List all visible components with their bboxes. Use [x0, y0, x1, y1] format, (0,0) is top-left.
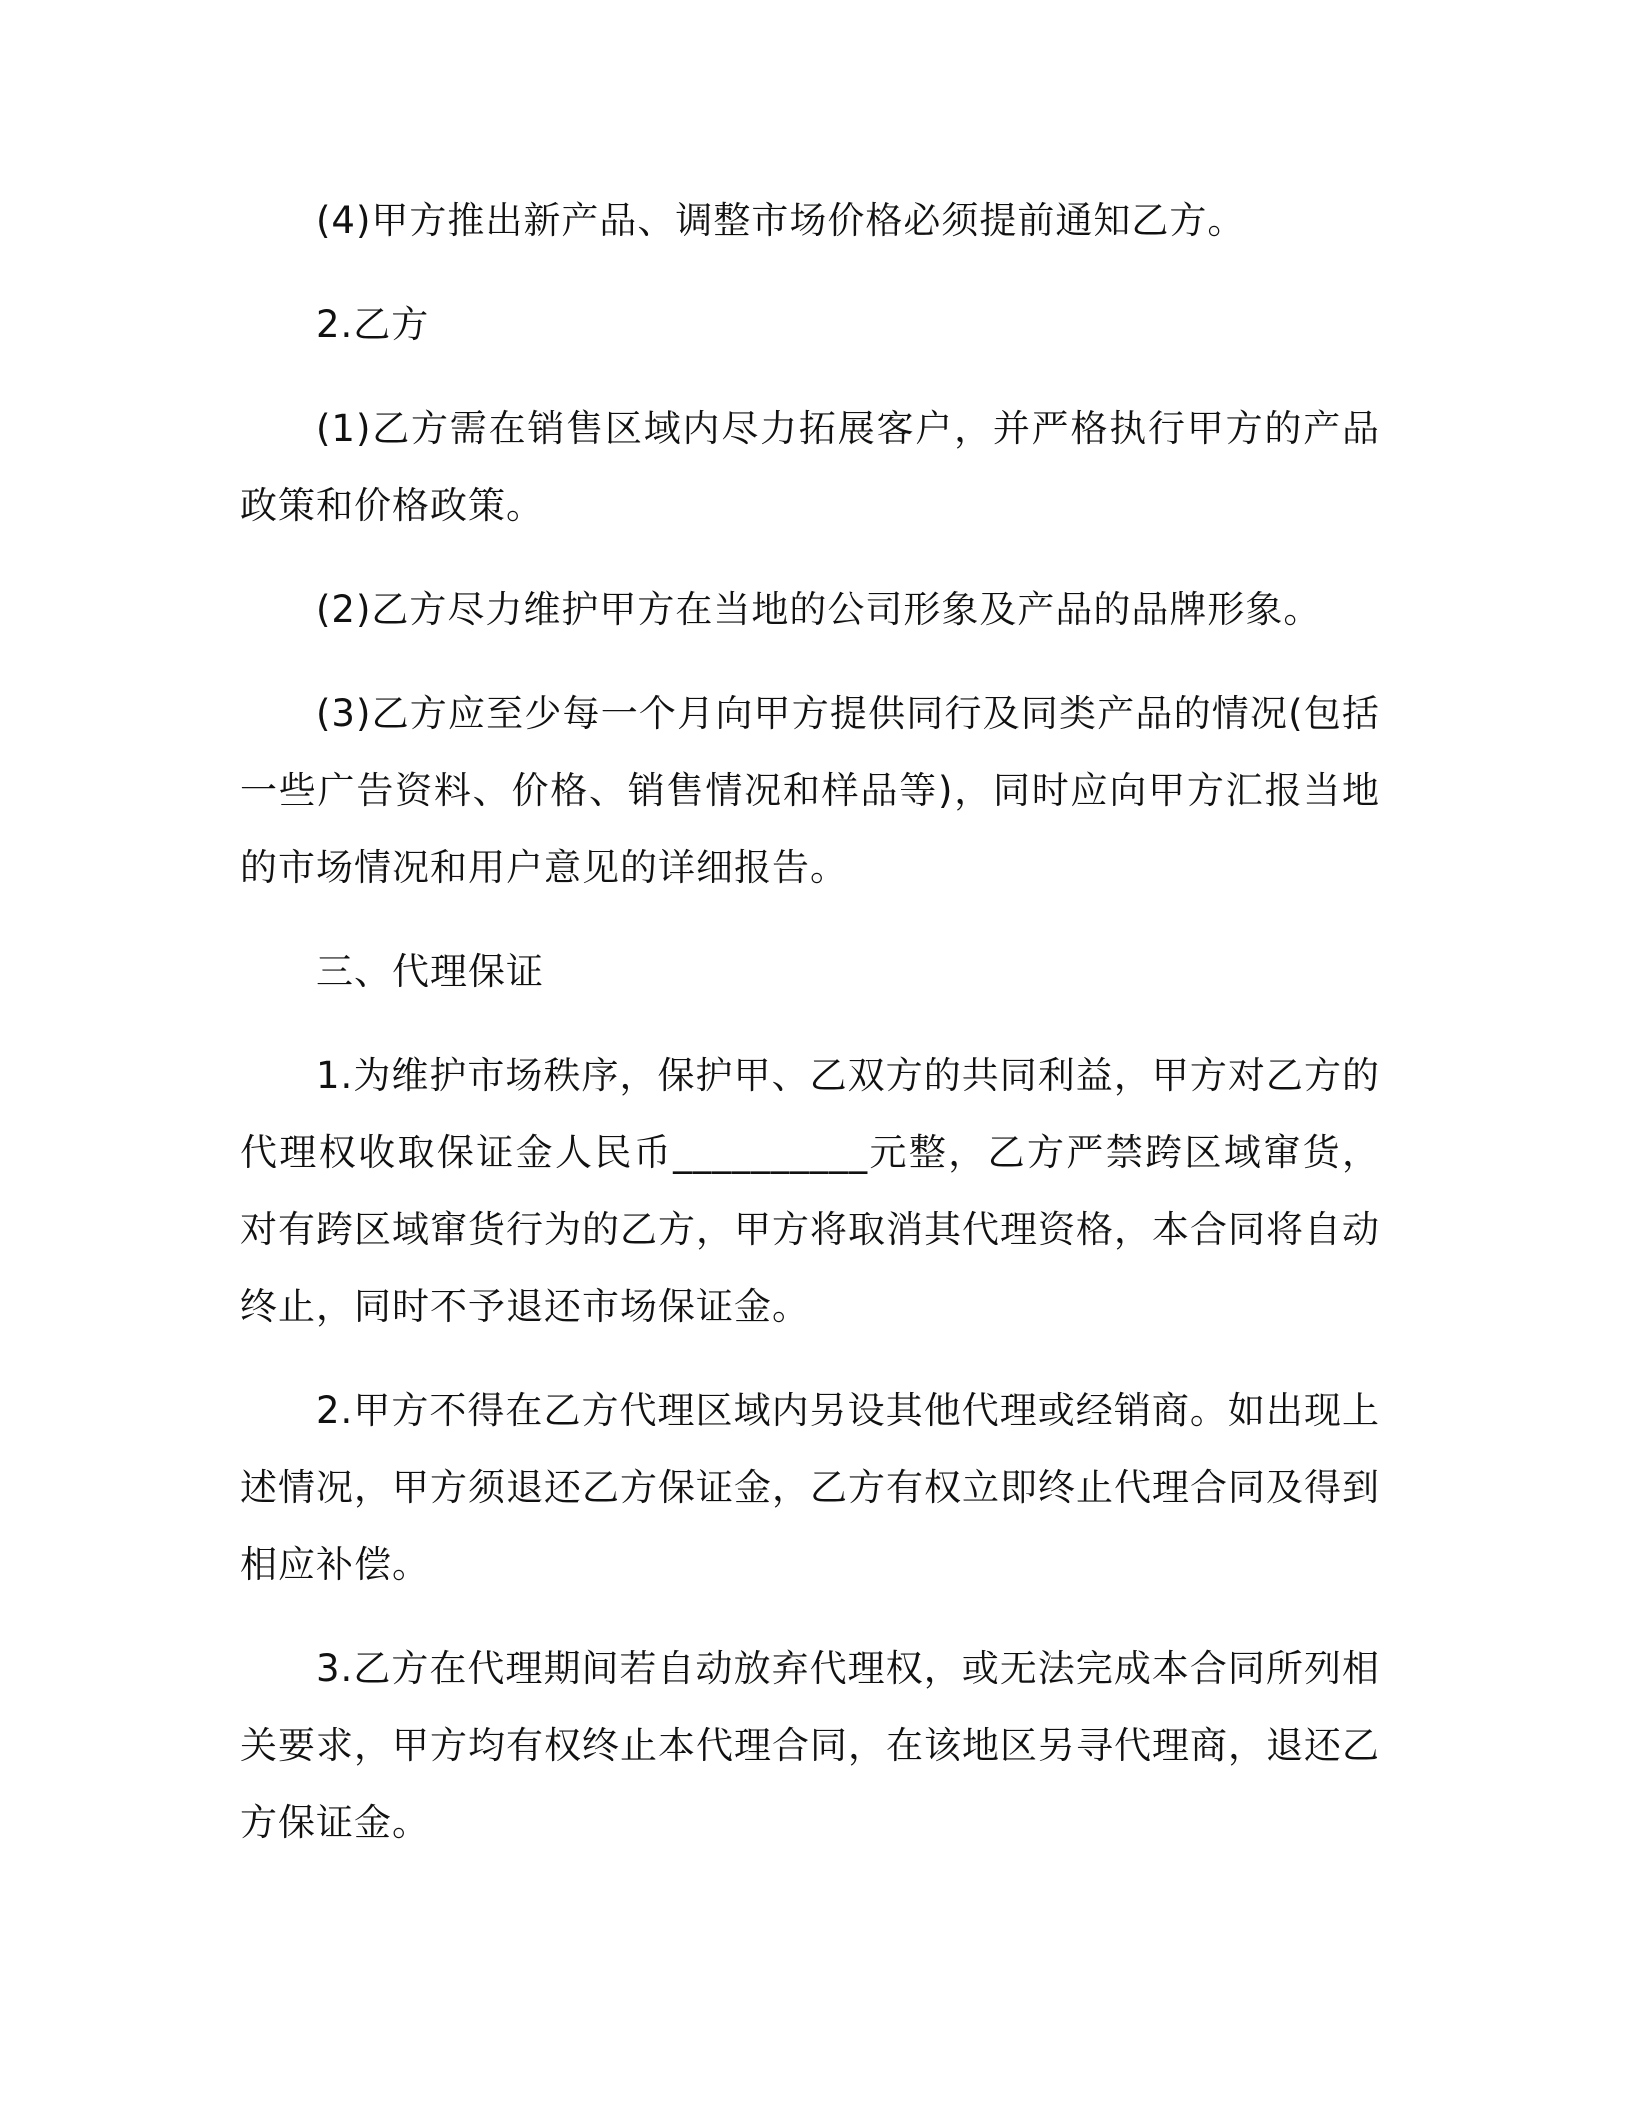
document-body — [240, 182, 1380, 1861]
clause-g1-deposit: 1.为维护市场秩序，保护甲、乙双方的共同利益，甲方对乙方的代理权收取保证金人民币__________元整，乙方严禁跨区域窜货，对有跨区域窜货行为的乙方，甲方将取消其代理资格，本合同将自动终止，同时不予退还市场保证金。 — [240, 1054, 1380, 1328]
clause-b2-brand-image: (2)乙方尽力维护甲方在当地的公司形象及产品的品牌形象。 — [316, 588, 1322, 631]
clause-a4-notify-price: (4)甲方推出新产品、调整市场价格必须提前通知乙方。 — [316, 199, 1246, 242]
clause-g3-termination: 3.乙方在代理期间若自动放弃代理权，或无法完成本合同所列相关要求，甲方均有权终止本代理合同，在该地区另寻代理商，退还乙方保证金。 — [240, 1647, 1380, 1844]
clause-b3-market-report: (3)乙方应至少每一个月向甲方提供同行及同类产品的情况(包括一些广告资料、价格、销售情况和样品等)，同时应向甲方汇报当地的市场情况和用户意见的详细报告。 — [240, 692, 1380, 889]
clause-b1-expand-customers: (1)乙方需在销售区域内尽力拓展客户，并严格执行甲方的产品政策和价格政策。 — [240, 407, 1380, 527]
section-agency-guarantee-heading: 三、代理保证 — [316, 950, 544, 993]
section-party-b-heading: 2.乙方 — [316, 303, 430, 346]
clause-g2-no-other-agents: 2.甲方不得在乙方代理区域内另设其他代理或经销商。如出现上述情况，甲方须退还乙方保证金，乙方有权立即终止代理合同及得到相应补偿。 — [240, 1389, 1380, 1586]
